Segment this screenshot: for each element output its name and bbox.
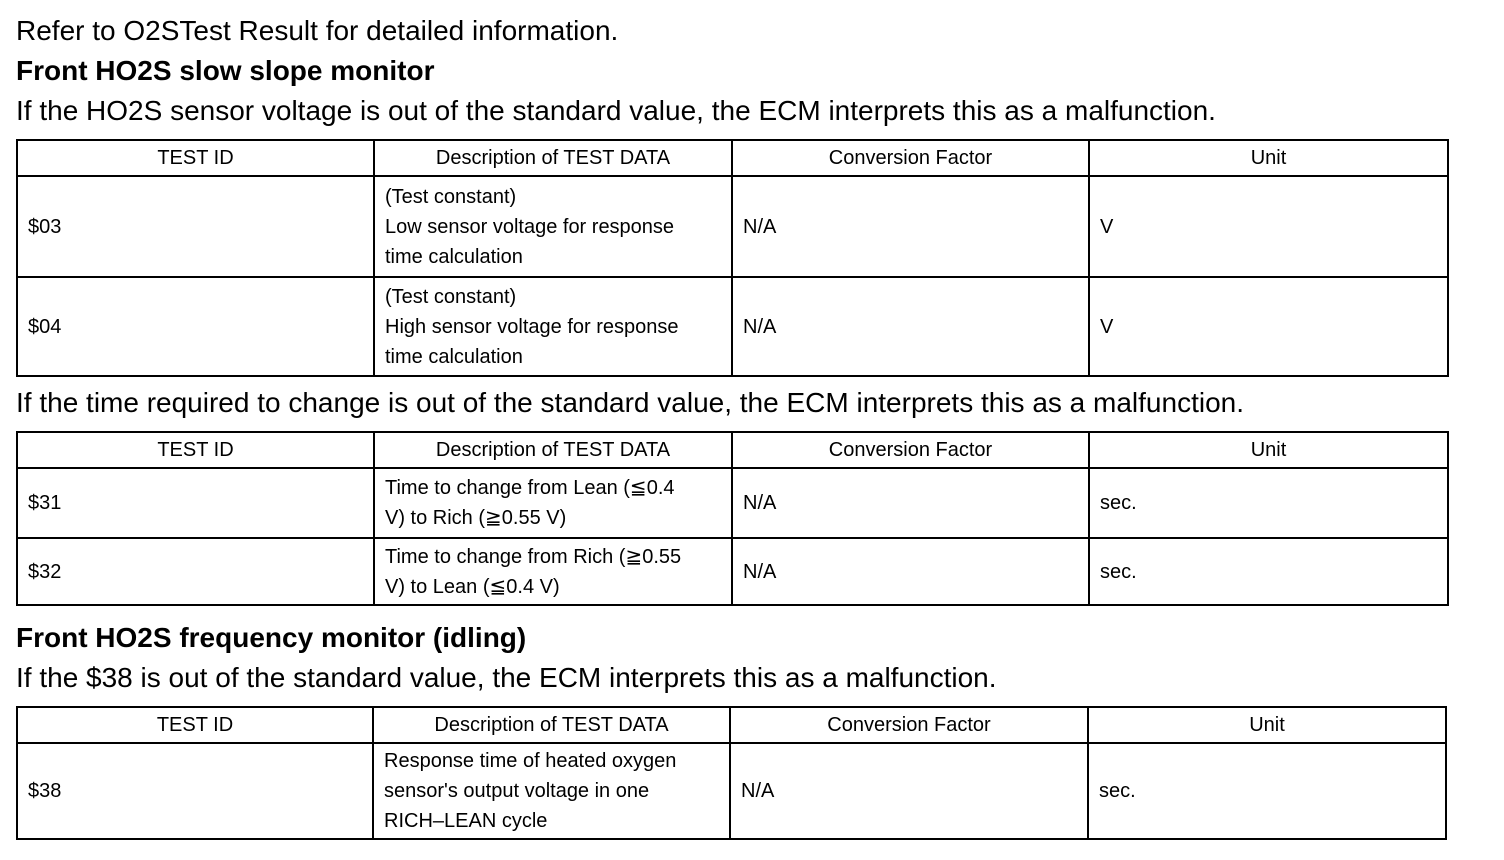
description-cell: [373, 743, 730, 839]
table-row: [17, 743, 1446, 839]
header-description: Description of TEST DATA: [374, 140, 732, 176]
unit-cell: V: [1089, 277, 1448, 376]
table-row: [17, 277, 1448, 376]
description-line: Low sensor voltage for response: [385, 215, 675, 238]
conversion-factor-cell: N/A: [732, 277, 1089, 376]
frequency-monitor-heading: Front HO2S frequency monitor (idling): [16, 622, 527, 653]
unit-cell: sec.: [1088, 743, 1446, 839]
header-description: Description of TEST DATA: [374, 432, 732, 468]
description-cell: [374, 468, 732, 538]
header-unit: Unit: [1089, 140, 1448, 176]
description-line: time calculation: [385, 245, 523, 268]
conversion-factor-cell: N/A: [732, 538, 1089, 605]
slow-slope-voltage-table: [16, 139, 1449, 377]
description-line: Response time of heated oxygen: [384, 750, 677, 772]
conversion-factor-cell: N/A: [732, 468, 1089, 538]
description-line: Time to change from Lean (≦0.4: [385, 477, 675, 499]
frequency-monitor-table: [16, 706, 1447, 840]
description-line: RICH–LEAN cycle: [384, 810, 548, 832]
header-description: Description of TEST DATA: [373, 707, 730, 743]
description-line: sensor's output voltage in one: [384, 780, 650, 802]
header-test-id: TEST ID: [17, 140, 374, 176]
description-cell: [374, 176, 732, 277]
header-conversion-factor: Conversion Factor: [732, 432, 1089, 468]
header-conversion-factor: Conversion Factor: [730, 707, 1088, 743]
o2s-test-result-link[interactable]: O2STest Result: [123, 15, 318, 46]
description-cell: [374, 277, 732, 376]
slow-slope-time-table: [16, 431, 1449, 606]
table-row: [17, 176, 1448, 277]
table-header-row: [17, 140, 1448, 176]
conversion-factor-cell: N/A: [732, 176, 1089, 277]
slow-slope-text: If the HO2S sensor voltage is out of the standard value, the ECM interprets this as a malfunction.: [16, 95, 1216, 126]
table-header-row: [17, 432, 1448, 468]
description-line: V) to Lean (≦0.4 V): [385, 575, 560, 598]
slow-slope-heading: Front HO2S slow slope monitor: [16, 55, 435, 86]
refer-suffix: for detailed information.: [317, 15, 619, 46]
unit-cell: sec.: [1089, 538, 1448, 605]
test-id-cell: $04: [17, 277, 374, 376]
description-line: time calculation: [385, 345, 523, 368]
test-id-cell: $38: [17, 743, 373, 839]
description-line: High sensor voltage for response: [385, 315, 679, 338]
test-id-cell: $03: [17, 176, 374, 277]
refer-prefix: Refer to: [16, 15, 124, 46]
header-test-id: TEST ID: [17, 707, 373, 743]
description-line: Time to change from Rich (≧0.55: [385, 545, 682, 568]
table-header-row: [17, 707, 1446, 743]
description-line: V) to Rich (≧0.55 V): [385, 507, 567, 529]
header-test-id: TEST ID: [17, 432, 374, 468]
description-line: (Test constant): [385, 185, 517, 208]
refer-line: [16, 14, 618, 48]
unit-cell: V: [1089, 176, 1448, 277]
table-row: [17, 538, 1448, 605]
test-id-cell: $31: [17, 468, 374, 538]
frequency-monitor-text: If the $38 is out of the standard value, the ECM interprets this as a malfunction.: [16, 662, 997, 693]
table-row: [17, 468, 1448, 538]
conversion-factor-cell: N/A: [730, 743, 1088, 839]
header-conversion-factor: Conversion Factor: [732, 140, 1089, 176]
test-id-cell: $32: [17, 538, 374, 605]
header-unit: Unit: [1089, 432, 1448, 468]
description-line: (Test constant): [385, 285, 517, 308]
header-unit: Unit: [1088, 707, 1446, 743]
description-cell: [374, 538, 732, 605]
change-time-text: If the time required to change is out of the standard value, the ECM interprets this as a malfunction.: [16, 387, 1244, 418]
unit-cell: sec.: [1089, 468, 1448, 538]
